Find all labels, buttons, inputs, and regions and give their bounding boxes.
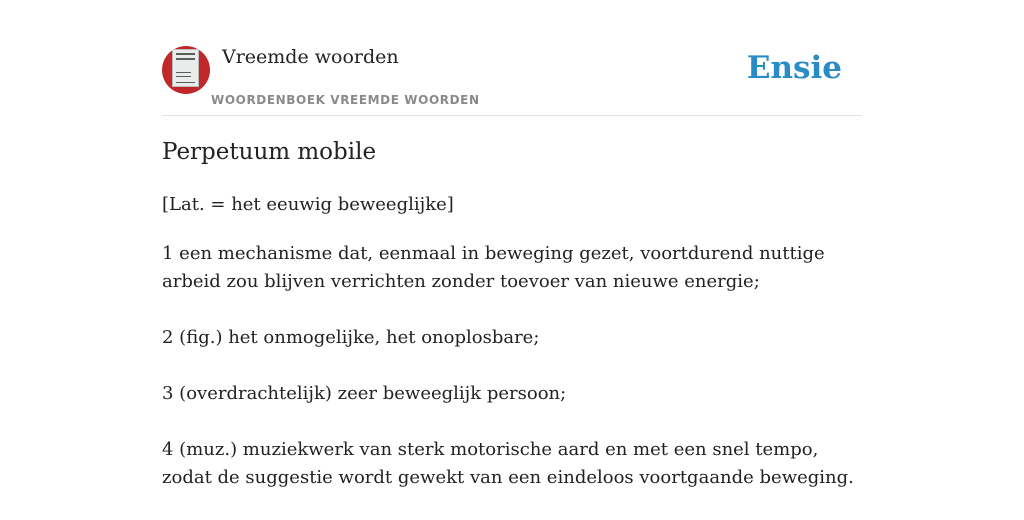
definition-item: 3 (overdrachtelijk) zeer beweeglijk persoon;	[162, 383, 567, 404]
page	[162, 0, 862, 512]
header	[162, 0, 862, 116]
book-cover-line	[176, 82, 195, 83]
book-cover-line	[176, 53, 195, 55]
site-subtitle: WOORDENBOEK VREEMDE WOORDEN	[211, 93, 480, 107]
book-cover-line	[176, 72, 191, 73]
book-cover-icon[interactable]	[162, 46, 210, 94]
definition-list	[162, 240, 862, 520]
definition-item: 4 (muz.) muziekwerk van sterk motorische aard en met een snel tempo, zodat de suggestie wordt gewekt van een eindeloos voortgaande beweging.	[162, 439, 854, 488]
book-cover-line	[176, 58, 195, 60]
entry-title: Perpetuum mobile	[162, 139, 377, 165]
definition-item: 1 een mechanisme dat, eenmaal in beweging gezet, voortdurend nuttige arbeid zou blijven verrichten zonder toevoer van nieuwe energie;	[162, 243, 825, 292]
entry-etymology: [Lat. = het eeuwig beweeglijke]	[162, 194, 454, 215]
site-name-link[interactable]: Vreemde woorden	[222, 46, 399, 68]
book-cover-shape	[172, 49, 199, 87]
book-cover-line	[176, 76, 191, 77]
brand-logo-link[interactable]: Ensie	[746, 50, 842, 86]
definition-item: 2 (fig.) het onmogelijke, het onoplosbare;	[162, 327, 540, 348]
